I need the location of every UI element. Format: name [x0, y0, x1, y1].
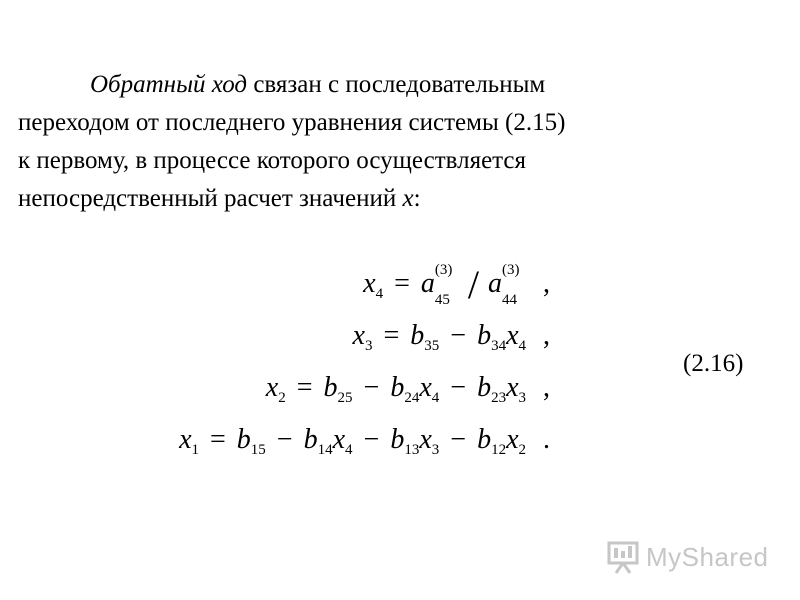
eq-sub: 4 [345, 442, 353, 458]
eq-var: x [179, 424, 192, 455]
eq-var: x [419, 424, 432, 455]
eq-var: b [303, 424, 318, 455]
eq-sub: 15 [250, 442, 266, 458]
eq-var: x [332, 424, 346, 455]
eq-var: b [410, 320, 425, 351]
minus-sign: − [363, 424, 380, 455]
eq-sub: 35 [424, 338, 440, 354]
eq-var: b [390, 424, 405, 455]
minus-sign: − [450, 372, 467, 403]
eq-sub: 2 [278, 390, 286, 406]
eq-var: a [488, 268, 502, 299]
equation-x3 [179, 310, 550, 362]
minus-sign: − [363, 372, 380, 403]
eq-var: b [477, 372, 492, 403]
equation-number: (2.16) [683, 350, 744, 377]
eq-sub: 25 [337, 390, 353, 406]
eq-var: x [506, 320, 519, 351]
minus-sign: − [276, 424, 293, 455]
eq-sub: 4 [518, 338, 526, 354]
eq-sub: 2 [518, 442, 526, 458]
eq-var: b [477, 424, 492, 455]
eq-punct: , [543, 268, 550, 299]
equation-x1 [179, 414, 550, 466]
division-slash: / [467, 262, 479, 307]
eq-var: x [419, 372, 432, 403]
paragraph-text: непосредственный расчет значений [18, 185, 403, 212]
eq-var: x [506, 424, 519, 455]
equals-sign: = [210, 424, 226, 455]
eq-var: b [236, 424, 251, 455]
eq-sub: 4 [375, 286, 384, 302]
eq-punct: . [543, 424, 550, 455]
eq-sub: 3 [431, 442, 440, 458]
eq-var: b [390, 372, 405, 403]
eq-var: x [352, 320, 365, 351]
paragraph-line-2: переходом от последнего уравнения системы (2.15) [18, 109, 566, 136]
presentation-board-icon [606, 540, 640, 574]
eq-var: x [506, 372, 519, 403]
eq-sub: 3 [364, 338, 373, 354]
paragraph-line-1 [18, 66, 758, 104]
eq-sub: 3 [518, 390, 526, 406]
equation-x4: $x_4 = a$ (3) 45 / a (3) 44 , [363, 262, 550, 308]
body-paragraph [18, 66, 758, 218]
eq-punct: , [543, 320, 550, 351]
eq-sub: 1 [191, 442, 199, 458]
paragraph-text: связан с последовательным [247, 71, 546, 98]
eq-sub: 14 [317, 442, 333, 458]
minus-sign: − [450, 320, 467, 351]
minus-sign: − [450, 424, 467, 455]
eq-var: a [420, 268, 435, 299]
equation-x2 [179, 362, 550, 414]
paragraph-line-4 [18, 180, 758, 218]
colon: : [413, 185, 421, 212]
eq-sub: 24 [404, 390, 420, 406]
equals-sign: = [394, 268, 410, 299]
equals-sign: = [296, 372, 313, 403]
watermark-text: MyShared [646, 542, 769, 572]
eq-sub: 13 [404, 442, 420, 458]
eq-punct: , [543, 372, 550, 403]
eq-sub: 34 [491, 338, 507, 354]
variable-x: x [402, 185, 414, 212]
eq-sub: 23 [491, 390, 507, 406]
eq-var: x [265, 372, 279, 403]
eq-var: b [477, 320, 492, 351]
eq-var: b [323, 372, 338, 403]
eq-sub: 4 [431, 390, 440, 406]
eq-sub: 12 [491, 442, 507, 458]
italic-term: Обратный ход [90, 71, 248, 98]
eq-var: x [363, 268, 376, 299]
equation-system [179, 258, 550, 466]
equals-sign: = [383, 320, 400, 351]
paragraph-line-3: к первому, в процессе которого осуществляется [18, 147, 526, 174]
watermark-logo [606, 536, 769, 580]
